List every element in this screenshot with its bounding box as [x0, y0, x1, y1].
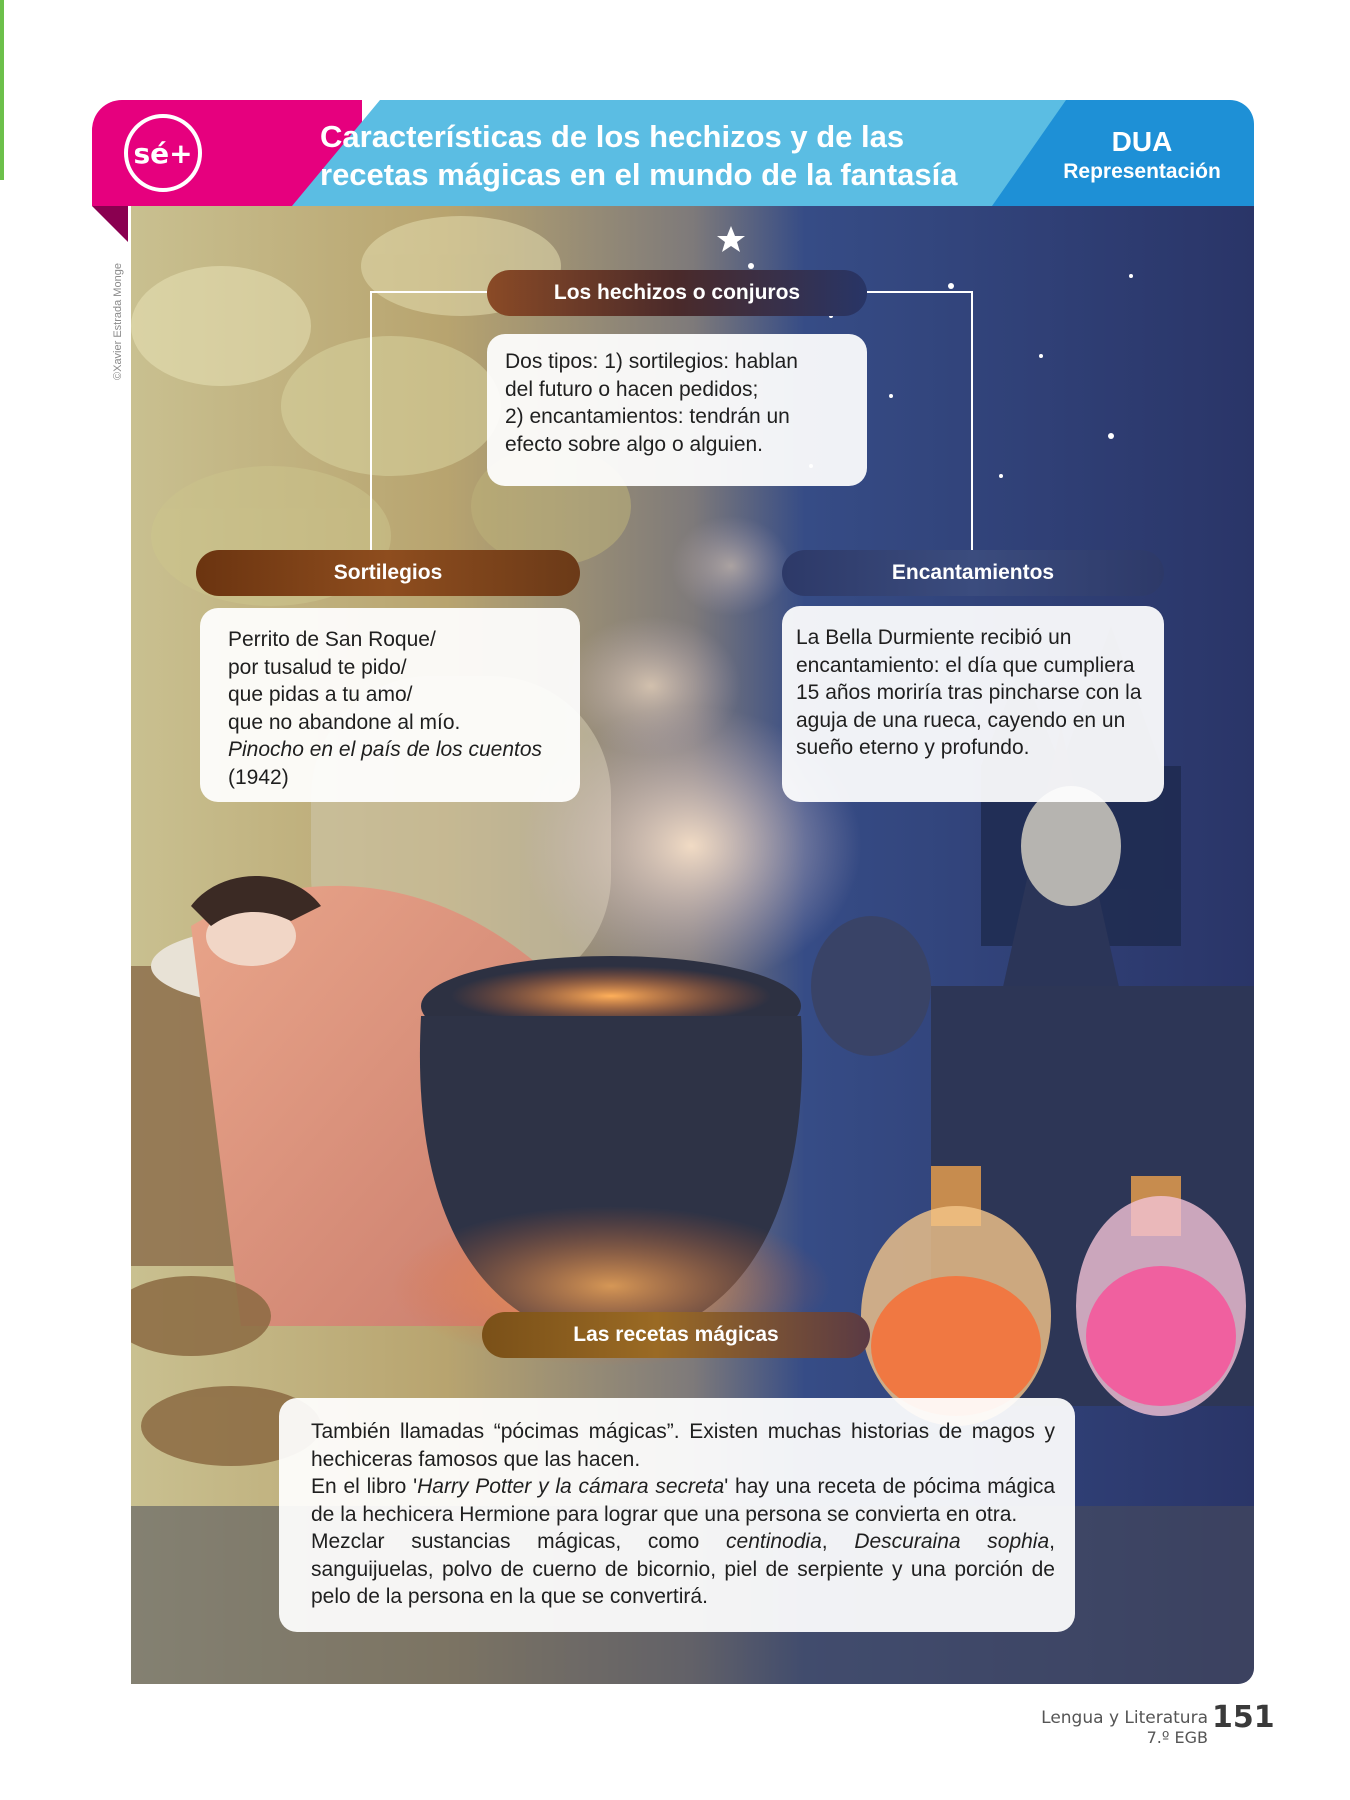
title-line-2: recetas mágicas en el mundo de la fantasía	[320, 157, 958, 192]
footer-subject: Lengua y Literatura	[1041, 1708, 1208, 1728]
title-line-1: Características de los hechizos y de las	[320, 119, 905, 154]
recetas-p3-post: , sanguijuelas, polvo de cuerno de bicornio, piel de serpiente y una porción de pelo de la persona en la que se convertirá.	[311, 1530, 1055, 1608]
footer-grade: 7.º EGB	[1146, 1728, 1208, 1747]
hechizos-line-1: Dos tipos: 1) sortilegios: hablan	[505, 350, 798, 373]
encantamientos-line-3: 15 años moriría tras pincharse con la	[796, 681, 1142, 704]
encantamientos-line-2: encantamiento: el día que cumpliera	[796, 653, 1135, 677]
label-sortilegios: Sortilegios	[196, 550, 580, 596]
dua-badge-title: DUA	[1111, 126, 1173, 157]
se-mas-logo-icon: sé+	[124, 114, 202, 192]
encantamientos-line-5: sueño eterno y profundo.	[796, 736, 1030, 759]
sortilegios-source-year: (1942)	[228, 765, 289, 789]
box-encantamientos	[782, 606, 1164, 802]
connector-left-h	[370, 291, 487, 293]
connector-right-v	[971, 291, 973, 550]
recetas-p3-italic-1: centinodia	[726, 1530, 822, 1553]
page-edge-marker	[0, 0, 4, 180]
sortilegios-line-1: Perrito de San Roque/	[228, 628, 436, 651]
box-recetas	[279, 1398, 1075, 1632]
section-header	[92, 100, 1254, 206]
connector-right-h	[867, 291, 973, 293]
recetas-p3-pre: Mezclar sustancias mágicas, como	[311, 1530, 727, 1553]
box-sortilegios	[200, 608, 580, 802]
recetas-p2-post: ' hay una receta de pócima mágica de la hechicera Hermione para lograr que una persona se convierta en otra.	[311, 1475, 1056, 1526]
recetas-book-title: Harry Potter y la cámara secreta	[417, 1475, 725, 1498]
label-hechizos: Los hechizos o conjuros	[487, 270, 867, 316]
label-recetas: Las recetas mágicas	[482, 1312, 870, 1358]
recetas-paragraph-2	[311, 1473, 1055, 1528]
sortilegios-line-4: que no abandone al mío.	[228, 710, 461, 734]
recetas-p2-pre: En el libro '	[311, 1475, 418, 1498]
sortilegios-line-2: por tusalud te pido/	[228, 655, 407, 679]
recetas-paragraph-1: También llamadas “pócimas mágicas”. Existen muchas historias de magos y hechiceras famosos que las hacen.	[311, 1420, 1055, 1471]
page-number: 151	[1212, 1700, 1275, 1735]
encantamientos-line-4: aguja de una rueca, cayendo en un	[796, 708, 1126, 732]
sortilegios-line-3: que pidas a tu amo/	[228, 683, 413, 706]
sortilegios-source-title: Pinocho en el país de los cuentos	[228, 738, 543, 761]
connector-left-v	[370, 291, 372, 550]
recetas-p3-italic-2: Descuraina sophia	[854, 1530, 1050, 1553]
cauldron-icon	[391, 956, 831, 1366]
hechizos-line-2: del futuro o hacen pedidos;	[505, 377, 759, 401]
recetas-p3-mid: ,	[821, 1530, 855, 1553]
image-credit: ©Xavier Estrada Monge	[112, 263, 124, 380]
encantamientos-line-1: La Bella Durmiente recibió un	[796, 626, 1072, 649]
recetas-paragraph-3	[311, 1528, 1055, 1611]
hechizos-line-4: efecto sobre algo o alguien.	[505, 432, 764, 456]
header-fold-corner	[92, 206, 128, 242]
page-title	[320, 118, 1000, 194]
label-encantamientos: Encantamientos	[782, 550, 1164, 596]
dua-badge-subtitle: Representación	[1063, 160, 1221, 183]
hechizos-line-3: 2) encantamientos: tendrán un	[505, 405, 790, 428]
box-hechizos	[487, 334, 867, 486]
